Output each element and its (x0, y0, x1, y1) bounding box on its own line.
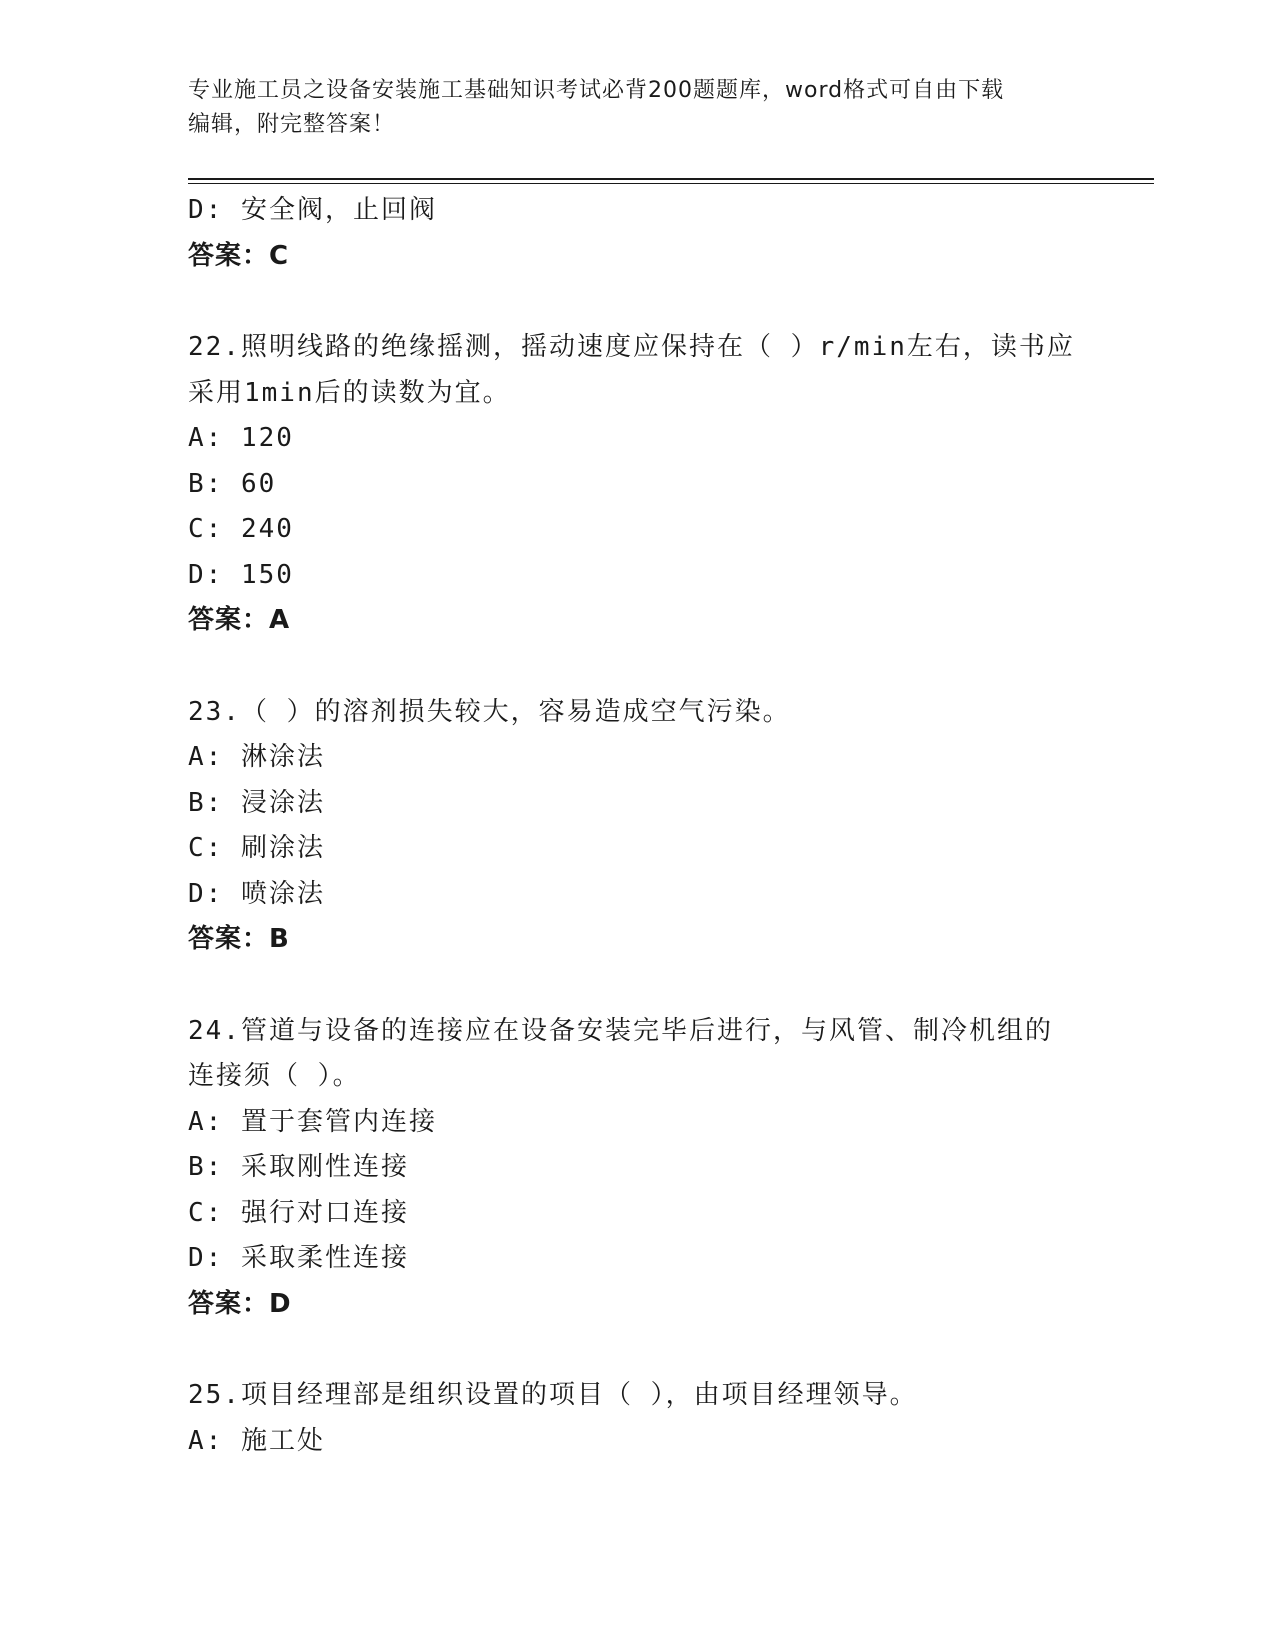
option-a: A: 淋涂法 (188, 742, 325, 772)
option-c: C: 刷涂法 (188, 833, 325, 863)
option-d: D: 安全阀，止回阀 (188, 195, 437, 225)
option-b: B: 采取刚性连接 (188, 1152, 409, 1182)
question-stem-continued: 采用1min后的读数为宜。 (188, 377, 511, 408)
answer-line: 答案：D (188, 1288, 292, 1319)
question-stem-continued: 连接须（ ）。 (188, 1061, 361, 1091)
option-a: A: 施工处 (188, 1425, 325, 1456)
question-stem: 25.项目经理部是组织设置的项目（ ），由项目经理领导。 (188, 1380, 918, 1410)
option-d: D: 采取柔性连接 (188, 1243, 409, 1273)
document-header (188, 74, 1088, 142)
header-line-1: 专业施工员之设备安装施工基础知识考试必背200题题库，word格式可自由下载 (188, 78, 1005, 103)
option-d: D: 150 (188, 559, 294, 590)
question-25 (188, 1373, 1118, 1464)
document-body (188, 188, 1118, 1464)
option-a: A: 置于套管内连接 (188, 1106, 437, 1137)
question-24 (188, 1009, 1118, 1328)
question-stem: 22.照明线路的绝缘摇测，摇动速度应保持在（ ）r/min左右，读书应 (188, 332, 1075, 362)
option-b: B: 浸涂法 (188, 787, 325, 818)
question-stem: 23.（ ）的溶剂损失较大，容易造成空气污染。 (188, 696, 791, 727)
option-b: B: 60 (188, 468, 277, 499)
previous-question-tail (188, 188, 1118, 279)
answer-line: 答案：A (188, 605, 291, 635)
question-stem: 24.管道与设备的连接应在设备安装完毕后进行，与风管、制冷机组的 (188, 1015, 1053, 1046)
option-c: C: 240 (188, 514, 294, 544)
answer-line: 答案：C (188, 240, 290, 271)
spacer (188, 963, 1118, 1009)
question-23 (188, 690, 1118, 963)
option-a: A: 120 (188, 423, 294, 453)
spacer (188, 1327, 1118, 1373)
question-22 (188, 325, 1118, 644)
option-d: D: 喷涂法 (188, 878, 325, 909)
spacer (188, 644, 1118, 690)
header-divider-thick (188, 178, 1154, 180)
option-c: C: 强行对口连接 (188, 1197, 409, 1228)
answer-line: 答案：B (188, 924, 290, 954)
header-line-2: 编辑，附完整答案！ (188, 112, 396, 137)
header-divider-thin (188, 183, 1154, 184)
spacer (188, 279, 1118, 325)
